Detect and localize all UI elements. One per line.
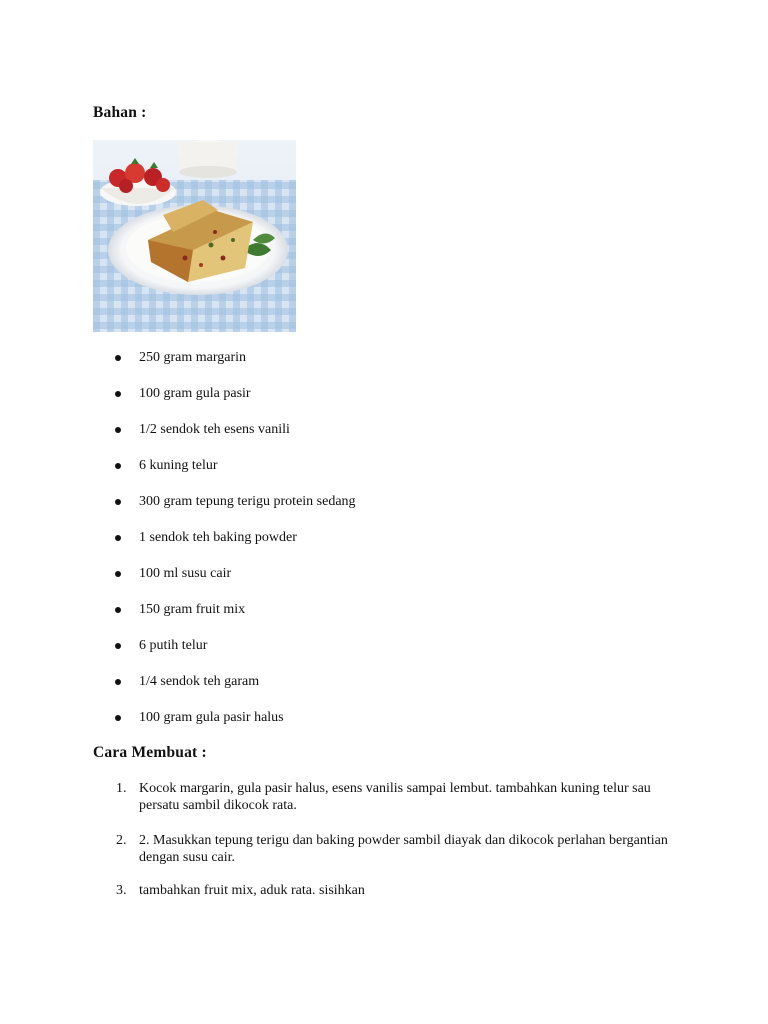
bullet-icon [115, 535, 121, 541]
bullet-icon [115, 499, 121, 505]
method-heading: Cara Membuat : [93, 744, 207, 761]
step-text: 2. Masukkan tepung terigu dan baking powder sambil diayak dan dikocok perlahan bergantian dengan susu cair. [139, 833, 668, 865]
cake-photo [93, 140, 296, 332]
bullet-icon [115, 463, 121, 469]
bullet-icon [115, 715, 121, 721]
cake-photo-image [93, 140, 296, 332]
step-number: 1. [116, 781, 127, 796]
bullet-icon [115, 391, 121, 397]
ingredients-heading: Bahan : [93, 104, 147, 121]
step-text: tambahkan fruit mix, aduk rata. sisihkan [139, 883, 365, 898]
step-number: 3. [116, 883, 127, 898]
bullet-icon [115, 643, 121, 649]
bullet-icon [115, 355, 121, 361]
bullet-icon [115, 427, 121, 433]
bullet-icon [115, 571, 121, 577]
step-number: 2. [116, 833, 127, 848]
bullet-icon [115, 607, 121, 613]
bullet-icon [115, 679, 121, 685]
step-text: Kocok margarin, gula pasir halus, esens vanilis sampai lembut. tambahkan kuning telur sau persatu sambil dikocok rata. [139, 781, 651, 813]
document-page: Bahan : 250 gram margarin 100 gram gula pasir 1/2 sendok teh esens vanili 6 kuning telur 300 gram tepung terigu protein sedang 1 sendok teh baking powder 100 ml susu cair 150 gram fruit mix 6 putih telur 1/4 sendok teh garam 100 gram gula pasir halus Cara Membuat : 1. Kocok margarin, gula pasir halus, esens vanilis sampai lembut. tambahkan kuning telur sau persatu sambil dikocok rata. 2. 2. Masukkan tepung terigu dan baking powder sambil diayak dan dikocok perlahan bergantian dengan susu cair. 3. tambahkan fruit mix, aduk rata. sisihkan [93, 104, 668, 898]
